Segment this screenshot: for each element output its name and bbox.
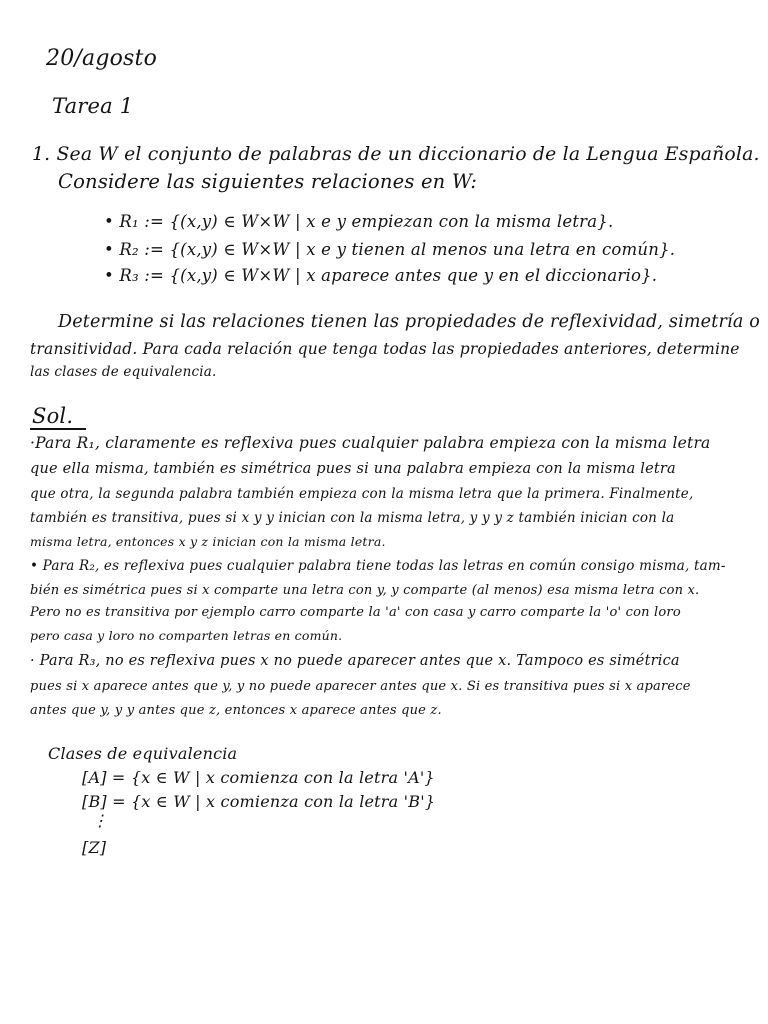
solution-line: misma letra, entonces x y z inician con la misma letra. [30,534,386,549]
relation-r2: • R₂ := {(x,y) ∈ W×W | x e y tienen al menos una letra en común}. [104,240,676,259]
solution-line: que otra, la segunda palabra también empieza con la misma letra que la primera. Finalmente, [30,486,694,502]
problem-statement-line-1: 1. Sea W el conjunto de palabras de un diccionario de la Lengua Española. [32,144,760,165]
date-heading: 20/agosto [46,46,158,71]
solution-line: Pero no es transitiva por ejemplo carro comparte la 'a' con casa y carro comparte la 'o' con loro [30,605,681,620]
relation-r1: • R₁ := {(x,y) ∈ W×W | x e y empiezan con la misma letra}. [104,212,614,231]
solution-heading: Sol. [32,404,74,428]
solution-line: que ella misma, también es simétrica pues si una palabra empieza con la misma letra [30,461,676,477]
solution-line: ·Para R₁, claramente es reflexiva pues cualquier palabra empieza con la misma letra [30,434,711,452]
solution-line: pues si x aparece antes que y, y no puede aparecer antes que x. Si es transitiva pues si x aparece [30,679,691,694]
task-line-1: Determine si las relaciones tienen las propiedades de reflexividad, simetría o [58,312,760,332]
task-line-2: transitividad. Para cada relación que tenga todas las propiedades anteriores, determine [30,340,740,358]
equivalence-classes-heading: Clases de equivalencia [48,744,238,763]
problem-statement-line-2: Considere las siguientes relaciones en W: [58,170,478,193]
solution-line: • Para R₂, es reflexiva pues cualquier palabra tiene todas las letras en común consigo misma, tam- [30,558,726,574]
solution-line: · Para R₃, no es reflexiva pues x no puede aparecer antes que x. Tampoco es simétrica [30,653,680,669]
solution-line: bién es simétrica pues si x comparte una letra con y, y comparte (al menos) esa misma letra con x. [30,583,700,598]
vertical-ellipsis: ⋮ [92,811,109,830]
solution-line: pero casa y loro no comparten letras en común. [30,628,343,643]
equivalence-class-a: [A] = {x ∈ W | x comienza con la letra 'A'} [82,768,435,787]
solution-heading-underline [30,428,86,430]
equivalence-class-b: [B] = {x ∈ W | x comienza con la letra 'B'} [82,792,436,811]
task-line-3: las clases de equivalencia. [30,364,217,380]
equivalence-class-z: [Z] [82,838,107,857]
assignment-title: Tarea 1 [52,94,134,118]
relation-r3: • R₃ := {(x,y) ∈ W×W | x aparece antes que y en el diccionario}. [104,266,658,285]
solution-line: antes que y, y y antes que z, entonces x aparece antes que z. [30,703,442,718]
solution-line: también es transitiva, pues si x y y inician con la misma letra, y y y z también inician con la [30,510,675,526]
